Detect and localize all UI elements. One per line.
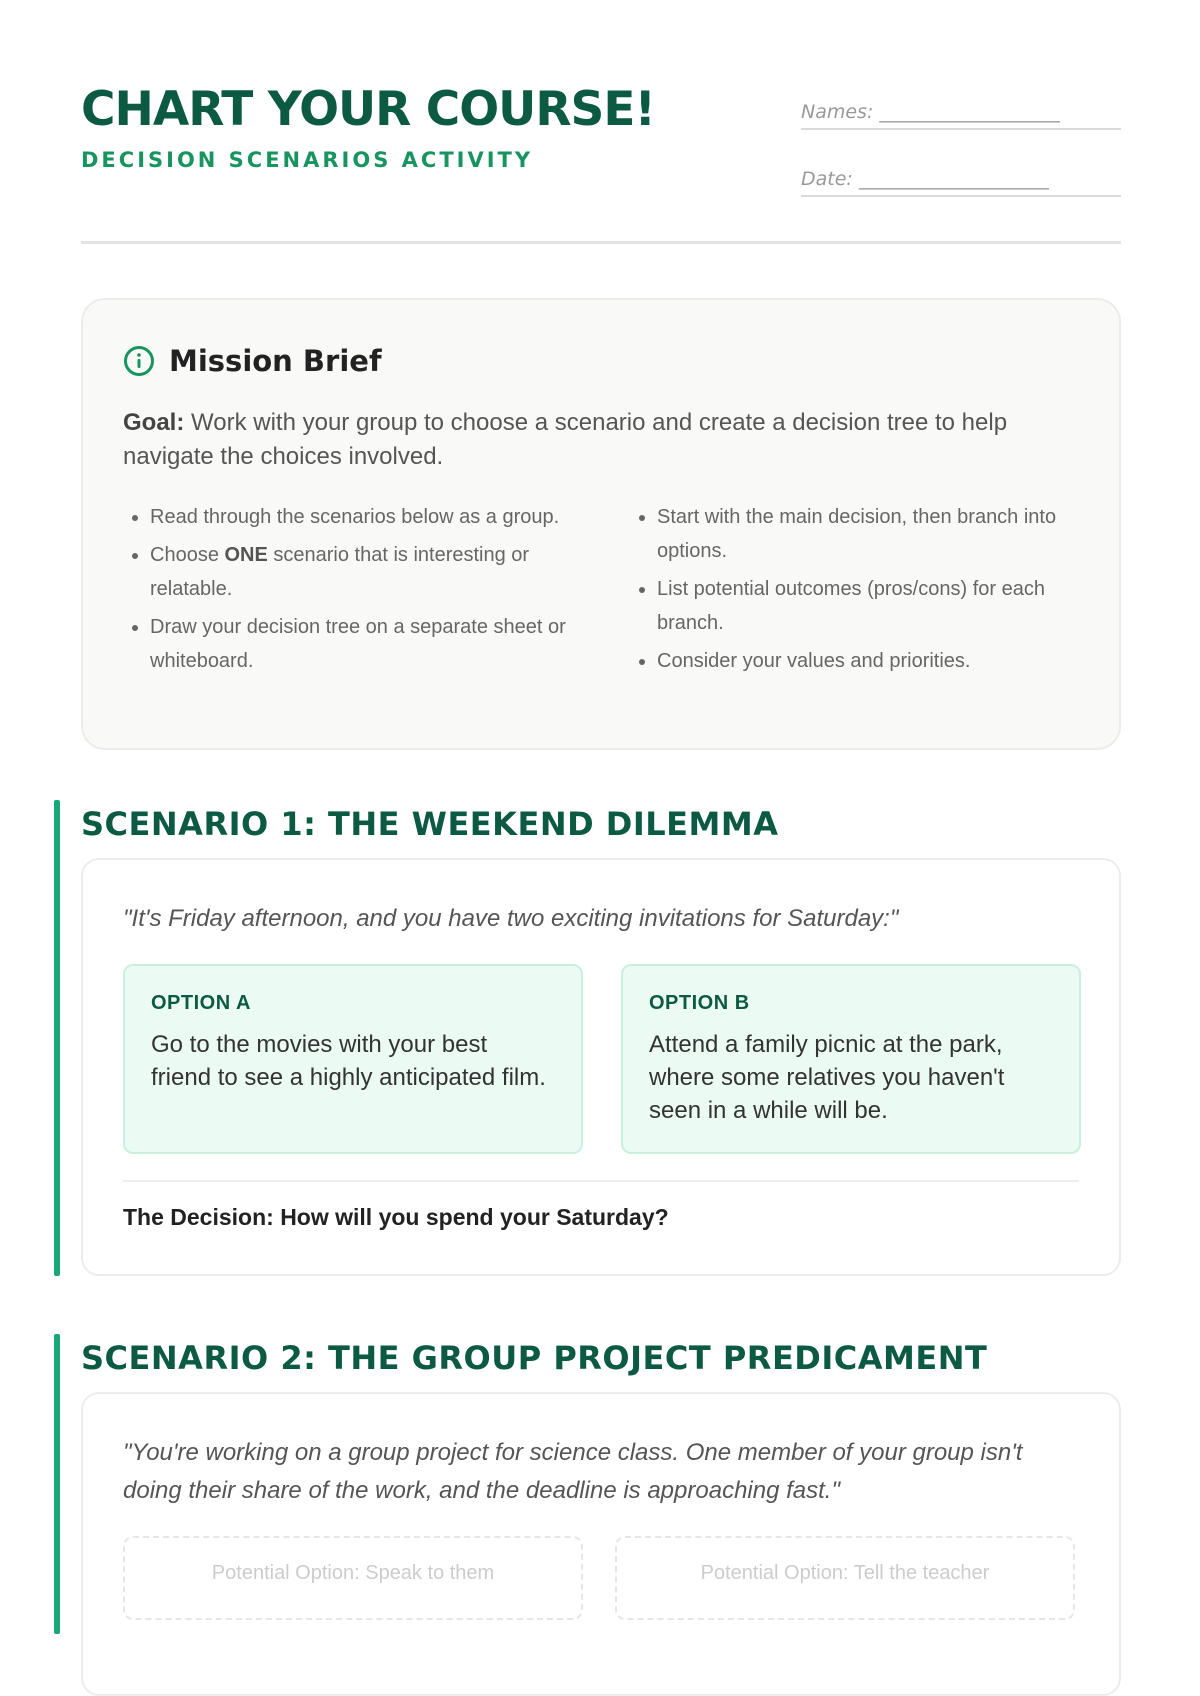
instructions-list-left <box>123 500 580 682</box>
potential-option-b <box>615 1536 1075 1620</box>
mission-brief-card <box>81 298 1121 750</box>
page-title: CHART YOUR COURSE! <box>81 82 655 137</box>
list-item: • Draw your decision tree on a separate sheet or whiteboard. <box>150 610 580 678</box>
mission-brief-header <box>123 344 382 378</box>
option-b-card <box>621 964 1081 1154</box>
scenario-title: SCENARIO 1: THE WEEKEND DILEMMA <box>81 805 779 843</box>
scenario-accent-bar <box>54 800 60 1276</box>
list-item: • Read through the scenarios below as a group. <box>150 500 580 534</box>
list-item-text: Choose <box>150 544 225 566</box>
list-item: • List potential outcomes (pros/cons) for each branch. <box>657 572 1107 640</box>
decision-question: The Decision: How will you spend your Saturday? <box>123 1204 669 1230</box>
list-item-emphasis: ONE <box>224 544 268 566</box>
scenario-card <box>81 858 1121 1276</box>
option-a-label: OPTION A <box>151 992 251 1014</box>
page-subtitle: DECISION SCENARIOS ACTIVITY <box>81 148 534 172</box>
mission-brief-title: Mission Brief <box>169 344 382 378</box>
potential-option-text: Potential Option: Speak to them <box>211 1562 495 1584</box>
instructions-list-right <box>630 500 1107 682</box>
option-a-text: Go to the movies with your best friend to see a highly anticipated film. <box>151 1031 546 1091</box>
list-item: • Start with the main decision, then branch into options. <box>657 500 1107 568</box>
card-divider <box>123 1180 1079 1182</box>
date-field[interactable]: Date: ____________________ <box>801 163 1121 197</box>
header-divider <box>81 241 1121 244</box>
mission-goal <box>123 406 1073 474</box>
potential-option-a <box>123 1536 583 1620</box>
list-item <box>150 538 580 606</box>
list-item: • Consider your values and priorities. <box>657 644 1107 678</box>
goal-label: Goal: <box>123 409 185 436</box>
option-a-card <box>123 964 583 1154</box>
list-item-text: scenario that is interesting or relatable. <box>150 544 530 600</box>
scenario-quote: "You're working on a group project for science class. One member of your group isn't doing their share of the work, and the deadline is approaching fast." <box>123 1439 1023 1504</box>
option-b-text: Attend a family picnic at the park, where some relatives you haven't seen in a while will be. <box>649 1031 1005 1124</box>
goal-text: Work with your group to choose a scenario and create a decision tree to help navigate the choices involved. <box>123 409 1008 470</box>
potential-option-text: Potential Option: Tell the teacher <box>700 1562 990 1584</box>
header <box>81 82 1121 242</box>
info-icon <box>123 345 155 377</box>
names-field[interactable]: Names: ___________________ <box>801 96 1121 130</box>
scenario-card <box>81 1392 1121 1696</box>
name-date-fields <box>801 96 1121 197</box>
scenario-quote: "It's Friday afternoon, and you have two exciting invitations for Saturday:" <box>123 905 899 932</box>
scenario-title: SCENARIO 2: THE GROUP PROJECT PREDICAMENT <box>81 1339 988 1377</box>
scenario-accent-bar <box>54 1334 60 1634</box>
option-b-label: OPTION B <box>649 992 750 1014</box>
